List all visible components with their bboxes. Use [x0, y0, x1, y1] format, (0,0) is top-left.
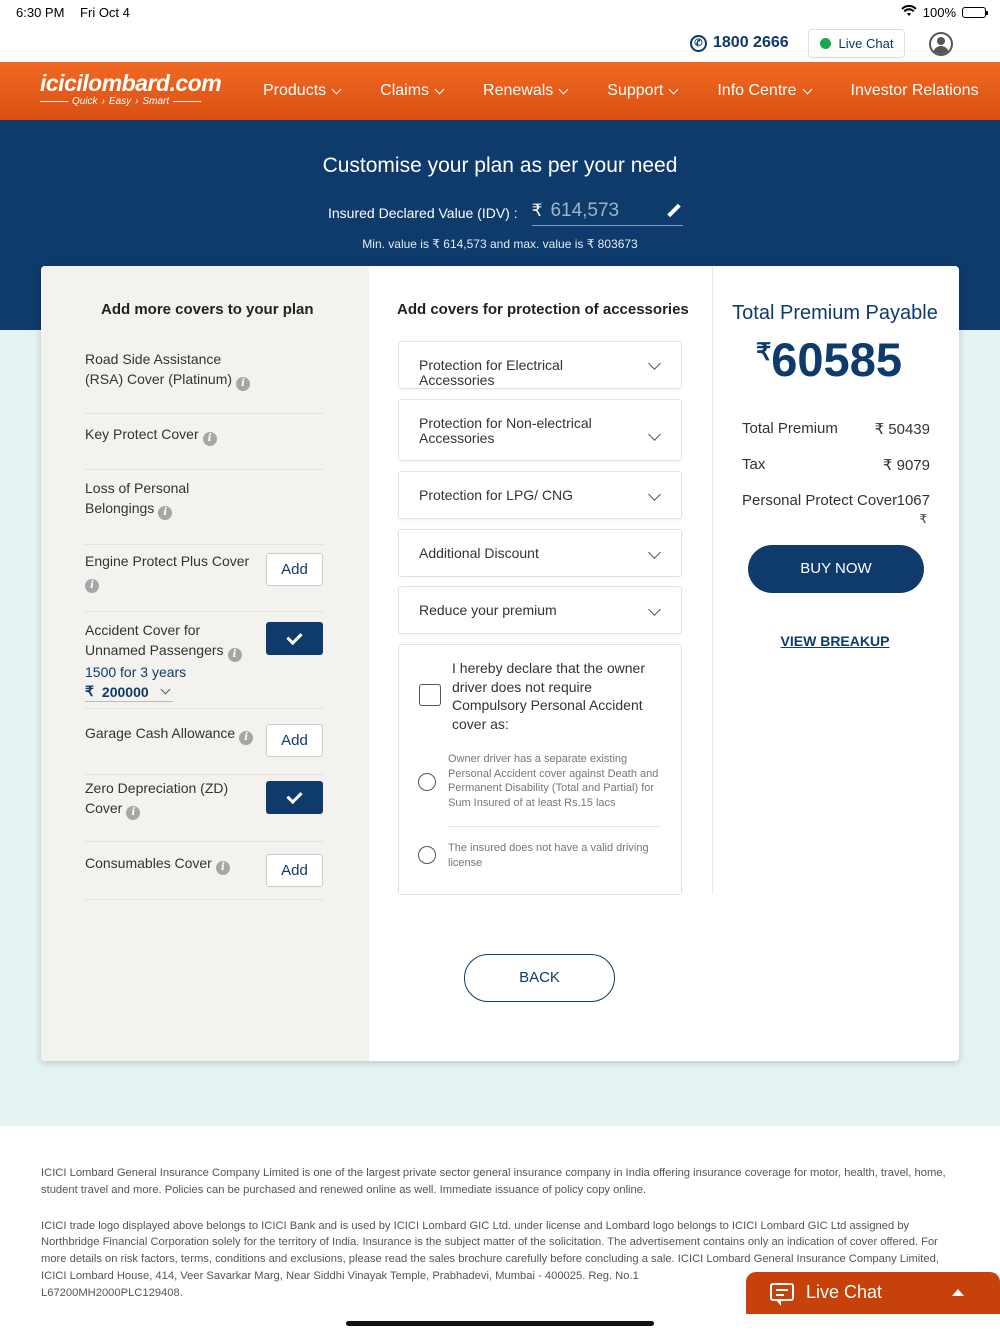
plan-card: [41, 266, 959, 1061]
pa-declaration-box: [398, 644, 682, 895]
home-indicator: [346, 1321, 654, 1326]
chevron-down-icon: [648, 546, 661, 559]
online-status-icon: [820, 38, 831, 49]
idv-label: Insured Declared Value (IDV) :: [328, 205, 518, 221]
nav-item-claims[interactable]: Claims: [380, 82, 443, 100]
accessories-title: Add covers for protection of accessories: [397, 301, 689, 318]
cover-row-personal-belongings: [85, 470, 323, 545]
info-icon[interactable]: i: [126, 806, 140, 820]
premium-row-total: [742, 420, 930, 437]
covers-title: Add more covers to your plan: [101, 301, 314, 318]
idv-row: [328, 200, 683, 226]
info-icon[interactable]: i: [85, 579, 99, 593]
wifi-icon: [901, 5, 917, 20]
cover-row-engine-protect: [85, 545, 323, 612]
add-garage-cash-button[interactable]: Add: [266, 724, 323, 757]
cover-name: Consumables Cover: [85, 855, 212, 871]
info-icon[interactable]: i: [158, 506, 172, 520]
idv-currency: ₹: [531, 201, 543, 220]
chevron-down-icon: [648, 357, 661, 370]
accordion-electrical-accessories[interactable]: [398, 341, 682, 389]
logo-tagline: Quick › Easy › Smart: [40, 96, 221, 107]
pa-declaration-text: I hereby declare that the owner driver does not require Compulsory Personal Accident cover as:: [452, 660, 646, 732]
status-date: Fri Oct 4: [80, 5, 130, 20]
phone-number: 1800 2666: [713, 34, 789, 51]
live-chat-widget-label: Live Chat: [806, 1282, 883, 1302]
accordion-additional-discount[interactable]: [398, 529, 682, 577]
nav-item-investor-relations[interactable]: Investor Relations: [850, 82, 979, 99]
cover-row-garage-cash: [85, 709, 323, 775]
site-logo[interactable]: [40, 70, 221, 107]
cover-row-rsa: [85, 348, 323, 414]
cover-row-key-protect: [85, 414, 323, 470]
pa-option-no-license-radio[interactable]: [418, 846, 436, 864]
accordion-label: Additional Discount: [419, 545, 539, 561]
status-time: 6:30 PM: [16, 5, 65, 20]
chevron-down-icon: [648, 428, 661, 441]
pa-option-no-license-text: The insured does not have a valid driving license: [448, 842, 649, 869]
phone-link[interactable]: [690, 34, 789, 52]
live-chat-label: Live Chat: [838, 36, 894, 51]
unnamed-passengers-selected-toggle[interactable]: [266, 622, 323, 655]
cover-name: Loss of Personal Belongings: [85, 480, 190, 516]
nav-item-info-centre[interactable]: Info Centre: [717, 82, 810, 100]
chevron-down-icon: [161, 684, 171, 694]
user-account-icon[interactable]: [929, 32, 953, 56]
caret-up-icon: [952, 1289, 964, 1296]
buy-now-button[interactable]: BUY NOW: [748, 545, 924, 593]
accordion-label: Protection for Non-electrical Accessories: [419, 415, 592, 446]
info-icon[interactable]: i: [228, 648, 242, 662]
accordion-non-electrical-accessories[interactable]: [398, 399, 682, 461]
total-premium-value: 60585: [771, 333, 902, 386]
info-icon[interactable]: i: [239, 731, 253, 745]
main-navbar: [0, 62, 1000, 120]
live-chat-button[interactable]: [808, 29, 905, 58]
divider: [448, 826, 661, 827]
info-icon[interactable]: i: [236, 377, 250, 391]
accordion-reduce-premium[interactable]: [398, 586, 682, 634]
unnamed-passengers-price: 1500 for 3 years: [85, 664, 187, 680]
accordion-label: Reduce your premium: [419, 602, 557, 618]
nav-menu: [263, 62, 979, 120]
zero-depreciation-selected-toggle[interactable]: [266, 781, 323, 814]
premium-row-currency: ₹: [919, 512, 927, 526]
battery-icon: [962, 7, 986, 18]
cover-name: Accident Cover for Unnamed Passengers: [85, 622, 224, 658]
total-premium-currency: ₹: [756, 339, 772, 366]
cover-name: Key Protect Cover: [85, 426, 199, 442]
premium-row-label: Tax: [742, 456, 766, 473]
premium-row-value: 1067: [896, 492, 930, 509]
page-title: Customise your plan as per your need: [322, 154, 678, 177]
top-contact-bar: [0, 24, 1000, 62]
chat-bubble-icon: [770, 1283, 794, 1301]
sum-insured-dropdown[interactable]: [85, 683, 173, 702]
pa-option-existing-cover-text: Owner driver has a separate existing Personal Accident cover against Death and Permanent Disability (Total and Partial) for Sum Insured of at least Rs.15 lacs: [448, 753, 659, 810]
chevron-down-icon: [648, 603, 661, 616]
total-premium-amount: [756, 332, 902, 387]
logo-text: icicilombard.com: [40, 70, 222, 96]
premium-row-value: ₹ 9079: [882, 457, 930, 474]
cover-row-zero-depreciation: [85, 775, 323, 842]
cover-row-unnamed-passengers: [85, 612, 323, 709]
chevron-down-icon: [435, 84, 445, 94]
accordion-label: Protection for Electrical Accessories: [419, 357, 563, 388]
nav-item-renewals[interactable]: Renewals: [483, 82, 567, 100]
chevron-down-icon: [332, 84, 342, 94]
add-engine-protect-button[interactable]: Add: [266, 553, 323, 586]
cover-name: Road Side Assistance (RSA) Cover (Platinum): [85, 351, 233, 387]
phone-icon: ✆: [690, 35, 707, 52]
battery-percent: 100%: [922, 5, 956, 20]
nav-item-products[interactable]: Products: [263, 82, 340, 100]
idv-input[interactable]: [532, 200, 683, 226]
cover-row-consumables: [85, 842, 323, 900]
add-consumables-button[interactable]: Add: [266, 854, 323, 887]
view-breakup-link[interactable]: VIEW BREAKUP: [780, 633, 890, 649]
idv-range-text: Min. value is ₹ 614,573 and max. value is ₹ 803673: [362, 237, 638, 251]
premium-row-label: Personal Protect Cover: [742, 492, 898, 509]
premium-row-label: Total Premium: [742, 420, 838, 437]
accordion-label: Protection for LPG/ CNG: [419, 487, 574, 503]
live-chat-widget[interactable]: [746, 1272, 1000, 1314]
chevron-down-icon: [559, 84, 569, 94]
sum-insured-currency: ₹: [85, 683, 94, 699]
chevron-down-icon: [669, 84, 679, 94]
divider: [712, 266, 713, 894]
chevron-down-icon: [648, 488, 661, 501]
chevron-down-icon: [802, 84, 812, 94]
back-button[interactable]: BACK: [464, 954, 615, 1002]
premium-row-personal-protect: [742, 492, 930, 532]
footer-legal: ICICI trade logo displayed above belongs to ICICI Bank and is used by ICICI Lombard GIC Ltd. under license and Lombard logo belongs to ICICI Lombard GIC Ltd assigned by Northbridge Financial Corporation solely for the territory of India. Insurance is the subject matter of the solicitation. The advertisement contains only an indication of cover offered. For more details on risk factors, terms, conditions and exclusions, please read the sales brochure carefully before concluding a sale. ICICI Lombard General Insurance Company Limited, ICICI Lombard House, 414, Veer Savarkar Marg, Near Siddhi Vinayak Temple, Prabhadevi, Mumbai - 400025. Reg. No.1 L67200MH2000PLC129408.: [41, 1219, 939, 1299]
total-premium-title: Total Premium Payable: [732, 302, 938, 324]
edit-pencil-icon[interactable]: [667, 203, 683, 219]
footer-about: ICICI Lombard General Insurance Company Limited is one of the largest private sector general insurance company in India offering insurance coverage for motor, health, travel, home, student travel and more. Policies can be purchased and renewed online as well. Immediate issuance of policy copy online.: [41, 1167, 946, 1196]
cover-name: Garage Cash Allowance: [85, 725, 236, 741]
accordion-lpg-cng[interactable]: [398, 471, 682, 519]
nav-item-support[interactable]: Support: [607, 82, 677, 100]
info-icon[interactable]: i: [203, 432, 217, 446]
pa-option-existing-cover-radio[interactable]: [418, 773, 436, 791]
sum-insured-value: 200000: [101, 683, 149, 700]
info-icon[interactable]: i: [216, 861, 230, 875]
cover-name: Zero Depreciation (ZD) Cover: [85, 780, 229, 816]
cover-name: Engine Protect Plus Cover: [85, 553, 250, 569]
accessories-column: [369, 266, 711, 1061]
premium-row-tax: [742, 456, 930, 473]
status-bar: [0, 0, 1000, 24]
premium-column: [711, 266, 959, 1061]
premium-row-value: ₹ 50439: [874, 421, 930, 438]
idv-value: 614,573: [550, 200, 620, 221]
covers-column: [41, 266, 369, 1061]
pa-declaration-checkbox[interactable]: [419, 684, 441, 706]
